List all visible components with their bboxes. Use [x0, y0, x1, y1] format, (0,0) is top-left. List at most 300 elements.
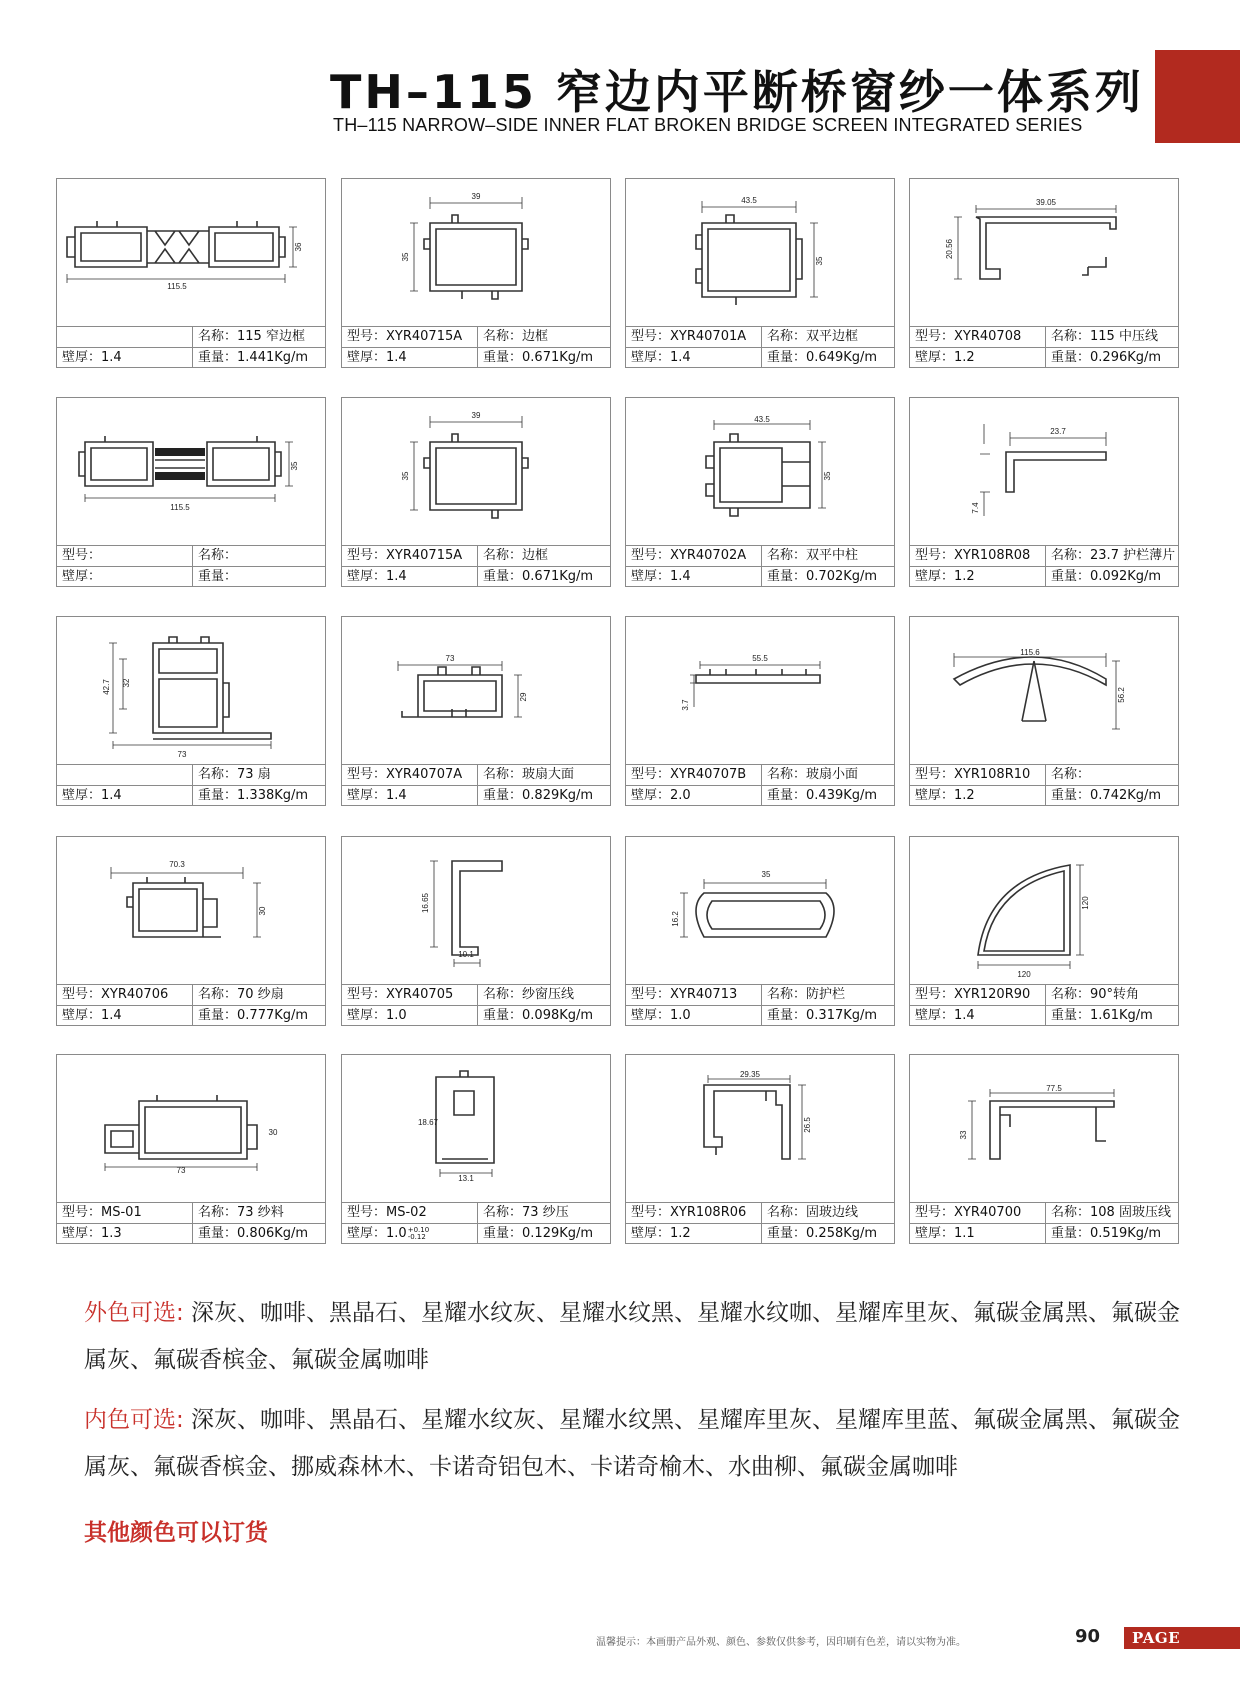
model-label: 型号： [631, 1205, 671, 1220]
model-label: 型号： [631, 767, 671, 782]
name-value: 115 窄边框 [237, 329, 305, 344]
weight-value: 0.742Kg/m [1090, 788, 1162, 803]
wall-label: 壁厚： [347, 1008, 387, 1023]
page-label: PAGE [1124, 1627, 1240, 1649]
wall-value: 1.0 [670, 1008, 691, 1023]
model-label: 型号： [62, 548, 102, 563]
wall-value: 1.2 [954, 569, 975, 584]
profile-drawing [57, 179, 325, 326]
page-number: 90 [1075, 1626, 1101, 1647]
dim-label: 43.5 [754, 415, 770, 424]
name-label: 名称： [198, 548, 238, 563]
profile-drawing [626, 398, 894, 545]
weight-label: 重量： [767, 788, 807, 803]
profile-card [909, 397, 1179, 587]
name-cell [478, 1203, 610, 1223]
spec-table [57, 1202, 325, 1244]
wall-label: 壁厚： [62, 350, 102, 365]
dim-label: 13.1 [458, 1174, 474, 1183]
dim-label: 56.2 [1117, 687, 1126, 703]
weight-label: 重量： [198, 1008, 238, 1023]
inner-colors [84, 1397, 1184, 1491]
name-cell [762, 1203, 894, 1223]
profile-drawing [342, 179, 610, 326]
name-value: 双平中柱 [806, 548, 859, 563]
name-label: 名称： [1051, 1205, 1091, 1220]
weight-cell [193, 567, 325, 587]
inner-colors-list: 深灰、咖啡、黑晶石、星耀水纹灰、星耀水纹黑、星耀库里灰、星耀库里蓝、氟碳金属黑、氟碳金属灰、氟碳香槟金、挪威森林木、卡诺奇铝包木、卡诺奇榆木、水曲柳、氟碳金属咖啡 [84, 1407, 1181, 1480]
profile-drawing [626, 837, 894, 984]
wall-cell [342, 786, 478, 806]
weight-value: 0.258Kg/m [806, 1226, 878, 1241]
name-value: 73 扇 [237, 767, 271, 782]
name-label: 名称： [483, 987, 523, 1002]
weight-value: 0.092Kg/m [1090, 569, 1162, 584]
profile-drawing [342, 398, 610, 545]
dim-label: 115.5 [170, 503, 190, 512]
weight-cell [193, 1224, 325, 1244]
model-cell [910, 546, 1046, 566]
name-label: 名称： [767, 987, 807, 1002]
weight-label: 重量： [767, 1226, 807, 1241]
dim-label: 29.35 [739, 1070, 761, 1079]
name-cell [1046, 765, 1178, 785]
model-cell [342, 327, 478, 347]
model-value: MS-01 [101, 1205, 142, 1220]
name-value: 73 纱料 [237, 1205, 284, 1220]
dim-label: 73 [176, 1166, 186, 1175]
model-value: XYR40705 [386, 987, 454, 1002]
profile-drawing [57, 398, 325, 545]
wall-tol-up: +0.10 [407, 1225, 430, 1234]
dim-label: 70.3 [169, 860, 185, 869]
name-value: 玻扇大面 [522, 767, 575, 782]
spec-table [342, 984, 610, 1026]
weight-label: 重量： [198, 569, 238, 584]
profile-card [341, 836, 611, 1026]
wall-cell [57, 348, 193, 368]
outer-colors-label: 外色可选: [84, 1300, 184, 1326]
dim-label: 32 [122, 678, 131, 688]
weight-cell [1046, 567, 1178, 587]
model-cell [342, 546, 478, 566]
dim-label: 29 [519, 692, 528, 702]
spec-table [342, 764, 610, 806]
inner-colors-label: 内色可选: [84, 1407, 184, 1433]
name-cell [1046, 546, 1178, 566]
dim-label: 3.7 [681, 699, 690, 711]
name-label: 名称： [1051, 767, 1091, 782]
wall-tolerance [408, 1227, 429, 1241]
dim-label: 73 [445, 654, 455, 663]
wall-value: 1.4 [101, 1008, 122, 1023]
dim-label: 30 [258, 906, 267, 916]
wall-cell [57, 567, 193, 587]
weight-label: 重量： [483, 569, 523, 584]
model-value: XYR40707B [670, 767, 747, 782]
model-value: XYR40706 [101, 987, 169, 1002]
profile-card [909, 1054, 1179, 1244]
dim-label: 73 [177, 750, 187, 759]
wall-label: 壁厚： [631, 1008, 671, 1023]
name-cell [1046, 327, 1178, 347]
weight-label: 重量： [1051, 1226, 1091, 1241]
model-cell [342, 985, 478, 1005]
weight-label: 重量： [198, 788, 238, 803]
wall-label: 壁厚： [915, 788, 955, 803]
wall-value: 1.4 [386, 569, 407, 584]
model-value: XYR40713 [670, 987, 738, 1002]
spec-table [57, 984, 325, 1026]
dim-label: 33 [959, 1130, 968, 1140]
name-value: 边框 [522, 329, 549, 344]
name-cell [193, 985, 325, 1005]
weight-value: 0.439Kg/m [806, 788, 878, 803]
weight-value: 0.098Kg/m [522, 1008, 594, 1023]
name-label: 名称： [198, 987, 238, 1002]
weight-cell [193, 1006, 325, 1026]
model-value: MS-02 [386, 1205, 427, 1220]
dim-label: 20.56 [945, 238, 954, 260]
weight-cell [478, 1224, 610, 1244]
dim-label: 26.5 [803, 1117, 812, 1133]
name-label: 名称： [483, 329, 523, 344]
model-cell [910, 1203, 1046, 1223]
spec-table [626, 1202, 894, 1244]
profile-card [56, 616, 326, 806]
name-label: 名称： [198, 329, 238, 344]
model-label: 型号： [347, 987, 387, 1002]
wall-cell [910, 786, 1046, 806]
model-value: XYR40715A [386, 329, 463, 344]
wall-cell [57, 1006, 193, 1026]
name-value: 108 固玻压线 [1090, 1205, 1171, 1220]
name-value: 23.7 护栏薄片 [1090, 548, 1176, 563]
weight-value: 0.671Kg/m [522, 350, 594, 365]
dim-label: 39 [471, 192, 481, 201]
wall-value: 1.4 [101, 350, 122, 365]
profile-drawing [626, 179, 894, 326]
dim-label: 23.7 [1050, 427, 1066, 436]
wall-label: 壁厚： [915, 1226, 955, 1241]
name-value: 玻扇小面 [806, 767, 859, 782]
name-cell [193, 1203, 325, 1223]
profile-card [56, 836, 326, 1026]
model-label: 型号： [915, 767, 955, 782]
wall-cell [342, 567, 478, 587]
profile-drawing [910, 837, 1178, 984]
wall-cell [910, 1224, 1046, 1244]
model-label: 型号： [347, 329, 387, 344]
weight-label: 重量： [767, 1008, 807, 1023]
profile-card [341, 178, 611, 368]
weight-cell [1046, 786, 1178, 806]
model-cell [626, 327, 762, 347]
spec-table [342, 545, 610, 587]
model-cell [626, 985, 762, 1005]
profile-card [56, 178, 326, 368]
profile-card [56, 397, 326, 587]
wall-value: 1.4 [670, 350, 691, 365]
weight-label: 重量： [1051, 1008, 1091, 1023]
spec-table [57, 545, 325, 587]
dim-label: 35 [761, 870, 771, 879]
weight-value: 0.129Kg/m [522, 1226, 594, 1241]
weight-cell [1046, 1006, 1178, 1026]
profile-drawing [910, 179, 1178, 326]
name-label: 名称： [483, 767, 523, 782]
weight-cell [762, 786, 894, 806]
wall-value: 1.4 [386, 350, 407, 365]
dim-label: 16.65 [421, 892, 430, 914]
wall-value: 1.4 [954, 1008, 975, 1023]
name-label: 名称： [767, 767, 807, 782]
outer-colors-list: 深灰、咖啡、黑晶石、星耀水纹灰、星耀水纹黑、星耀水纹咖、星耀库里灰、氟碳金属黑、氟碳金属灰、氟碳香槟金、氟碳金属咖啡 [84, 1300, 1181, 1373]
profile-drawing [342, 1055, 610, 1202]
wall-label: 壁厚： [62, 788, 102, 803]
weight-cell [478, 348, 610, 368]
dim-label: 35 [290, 461, 299, 471]
dim-label: 120 [1017, 970, 1031, 979]
model-cell [910, 765, 1046, 785]
model-value: XYR120R90 [954, 987, 1031, 1002]
model-label: 型号： [915, 329, 955, 344]
dim-label: 77.5 [1046, 1084, 1062, 1093]
weight-cell [762, 1006, 894, 1026]
weight-cell [1046, 348, 1178, 368]
spec-table [910, 984, 1178, 1026]
model-value: XYR40702A [670, 548, 747, 563]
wall-cell [57, 1224, 193, 1244]
profile-drawing [910, 398, 1178, 545]
spec-table [626, 326, 894, 368]
profile-card [341, 397, 611, 587]
weight-label: 重量： [198, 1226, 238, 1241]
spec-table [910, 545, 1178, 587]
weight-label: 重量： [483, 788, 523, 803]
name-label: 名称： [1051, 548, 1091, 563]
name-label: 名称： [1051, 329, 1091, 344]
dim-label: 43.5 [741, 196, 757, 205]
name-cell [478, 327, 610, 347]
name-cell [762, 985, 894, 1005]
weight-value: 0.777Kg/m [237, 1008, 309, 1023]
wall-label: 壁厚： [347, 350, 387, 365]
profile-card [625, 836, 895, 1026]
wall-label: 壁厚： [631, 569, 671, 584]
model-label: 型号： [62, 987, 102, 1002]
dim-label: 120 [1081, 896, 1090, 910]
model-label: 型号： [347, 767, 387, 782]
name-cell [762, 327, 894, 347]
model-value: XYR40700 [954, 1205, 1022, 1220]
wall-value: 1.4 [101, 788, 122, 803]
wall-value: 1.0 [386, 1226, 407, 1241]
weight-cell [1046, 1224, 1178, 1244]
model-value: XYR108R08 [954, 548, 1031, 563]
weight-label: 重量： [1051, 569, 1091, 584]
weight-cell [193, 786, 325, 806]
spec-table [626, 764, 894, 806]
weight-label: 重量： [483, 1008, 523, 1023]
weight-label: 重量： [483, 1226, 523, 1241]
weight-value: 0.829Kg/m [522, 788, 594, 803]
wall-cell [910, 1006, 1046, 1026]
dim-label: 35 [401, 252, 410, 262]
wall-label: 壁厚： [915, 1008, 955, 1023]
dim-label: 39 [471, 411, 481, 420]
dim-label: 35 [823, 471, 832, 481]
wall-label: 壁厚： [631, 788, 671, 803]
profile-drawing [910, 617, 1178, 764]
model-cell [910, 327, 1046, 347]
weight-cell [762, 348, 894, 368]
profile-card [909, 616, 1179, 806]
name-cell [478, 546, 610, 566]
weight-value: 0.671Kg/m [522, 569, 594, 584]
page-title: TH–115 窄边内平断桥窗纱一体系列 [330, 65, 1144, 119]
wall-value: 1.1 [954, 1226, 975, 1241]
profile-drawing [57, 617, 325, 764]
model-cell [626, 546, 762, 566]
name-label: 名称： [767, 329, 807, 344]
weight-label: 重量： [767, 350, 807, 365]
wall-label: 壁厚： [631, 350, 671, 365]
model-value: XYR40707A [386, 767, 463, 782]
dim-label: 115.5 [167, 282, 187, 291]
model-cell [57, 985, 193, 1005]
name-label: 名称： [198, 767, 238, 782]
dim-label: 30 [268, 1128, 278, 1137]
model-label: 型号： [347, 548, 387, 563]
spec-table [342, 1202, 610, 1244]
model-cell [57, 1203, 193, 1223]
weight-value: 0.702Kg/m [806, 569, 878, 584]
model-value: XYR40708 [954, 329, 1022, 344]
wall-cell [910, 348, 1046, 368]
wall-cell [626, 1006, 762, 1026]
name-value: 115 中压线 [1090, 329, 1158, 344]
weight-cell [762, 1224, 894, 1244]
profile-drawing [626, 617, 894, 764]
weight-value: 0.806Kg/m [237, 1226, 309, 1241]
name-label: 名称： [767, 548, 807, 563]
name-cell [193, 327, 325, 347]
wall-cell [910, 567, 1046, 587]
model-value: XYR40715A [386, 548, 463, 563]
wall-value: 2.0 [670, 788, 691, 803]
spec-table [910, 1202, 1178, 1244]
weight-cell [478, 567, 610, 587]
wall-value: 1.2 [954, 788, 975, 803]
profile-drawing [57, 1055, 325, 1202]
weight-value: 0.296Kg/m [1090, 350, 1162, 365]
model-cell [626, 1203, 762, 1223]
name-cell [1046, 1203, 1178, 1223]
footer-disclaimer: 温馨提示：本画册产品外观、颜色、参数仅供参考，因印刷有色差，请以实物为准。 [596, 1637, 966, 1648]
wall-cell [57, 786, 193, 806]
wall-cell [342, 348, 478, 368]
weight-value: 0.317Kg/m [806, 1008, 878, 1023]
profile-card [625, 616, 895, 806]
weight-cell [478, 786, 610, 806]
weight-value: 1.441Kg/m [237, 350, 309, 365]
model-label: 型号： [631, 548, 671, 563]
wall-label: 壁厚： [915, 350, 955, 365]
profile-drawing [626, 1055, 894, 1202]
name-label: 名称： [1051, 987, 1091, 1002]
model-cell [57, 765, 193, 785]
wall-label: 壁厚： [347, 788, 387, 803]
wall-label: 壁厚： [915, 569, 955, 584]
wall-value: 1.0 [386, 1008, 407, 1023]
spec-table [342, 326, 610, 368]
model-cell [910, 985, 1046, 1005]
name-value: 70 纱扇 [237, 987, 284, 1002]
weight-label: 重量： [483, 350, 523, 365]
spec-table [57, 764, 325, 806]
wall-cell [626, 348, 762, 368]
model-value: XYR40701A [670, 329, 747, 344]
name-value: 90°转角 [1090, 987, 1140, 1002]
model-value: XYR108R06 [670, 1205, 747, 1220]
wall-label: 壁厚： [62, 569, 102, 584]
model-cell [342, 1203, 478, 1223]
model-label: 型号： [915, 1205, 955, 1220]
weight-value: 1.61Kg/m [1090, 1008, 1153, 1023]
model-label: 型号： [631, 987, 671, 1002]
wall-cell [626, 567, 762, 587]
wall-cell [626, 1224, 762, 1244]
dim-label: 10.1 [458, 950, 474, 959]
name-cell [193, 546, 325, 566]
profile-card [625, 178, 895, 368]
weight-cell [478, 1006, 610, 1026]
name-label: 名称： [767, 1205, 807, 1220]
dim-label: 18.67 [417, 1118, 439, 1127]
name-label: 名称： [483, 548, 523, 563]
weight-label: 重量： [1051, 788, 1091, 803]
dim-label: 35 [401, 471, 410, 481]
profile-drawing [910, 1055, 1178, 1202]
name-cell [1046, 985, 1178, 1005]
wall-value: 1.3 [101, 1226, 122, 1241]
wall-tol-down: -0.12 [407, 1232, 426, 1241]
name-value: 固玻边线 [806, 1205, 859, 1220]
name-cell [478, 985, 610, 1005]
dim-label: 42.7 [102, 679, 111, 695]
weight-cell [193, 348, 325, 368]
model-value: XYR108R10 [954, 767, 1031, 782]
outer-colors [84, 1290, 1184, 1384]
name-value: 防护栏 [806, 987, 846, 1002]
name-value: 纱窗压线 [522, 987, 575, 1002]
model-cell [57, 327, 193, 347]
name-cell [762, 546, 894, 566]
profile-card [56, 1054, 326, 1244]
profile-card [909, 178, 1179, 368]
wall-cell [342, 1224, 478, 1244]
wall-label: 壁厚： [347, 569, 387, 584]
weight-value: 0.649Kg/m [806, 350, 878, 365]
name-value: 边框 [522, 548, 549, 563]
profile-card [341, 616, 611, 806]
model-label: 型号： [62, 1205, 102, 1220]
wall-value: 1.4 [386, 788, 407, 803]
model-label: 型号： [347, 1205, 387, 1220]
wall-value: 1.2 [670, 1226, 691, 1241]
name-cell [478, 765, 610, 785]
